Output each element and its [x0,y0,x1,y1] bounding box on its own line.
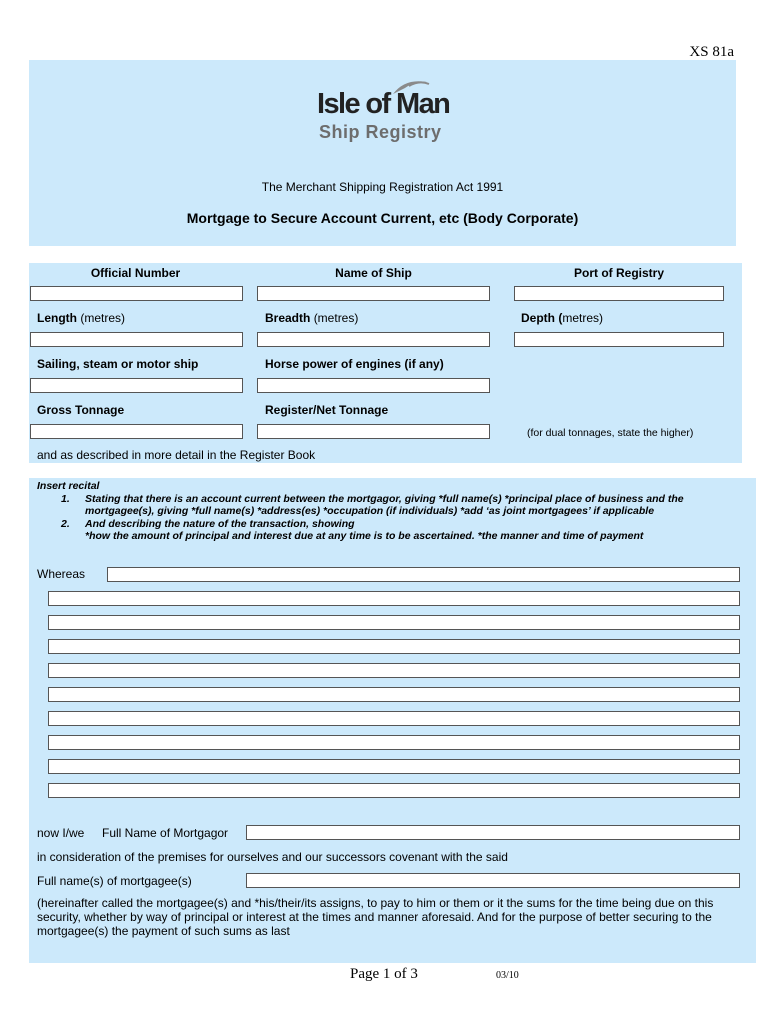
recital-line-4[interactable] [48,663,740,678]
logo-subtitle: Ship Registry [319,122,442,142]
form-number: XS 81a [689,44,734,60]
name-of-ship-label: Name of Ship [335,266,412,280]
recital-heading: Insert recital [37,480,100,492]
sailing-label: Sailing, steam or motor ship [37,357,199,371]
form-date: 03/10 [496,970,519,981]
official-number-label: Official Number [90,266,181,280]
gross-tonnage-field[interactable] [30,424,243,439]
mortgagees-label: Full name(s) of mortgagee(s) [37,874,192,888]
isle-of-man-logo [317,78,477,148]
recital-line-1[interactable] [48,591,740,606]
logo-title: Isle of Man [317,88,450,120]
horsepower-label: Horse power of engines (if any) [265,357,444,371]
breadth-unit: (metres) [313,311,359,325]
mortgagor-label: Full Name of Mortgagor [102,826,229,840]
depth-unit: metres) [562,311,603,325]
recital-line-2[interactable] [48,615,740,630]
mortgagees-field[interactable] [246,873,740,888]
recital-instructions [37,480,727,543]
sailing-field[interactable] [30,378,243,393]
length-unit: (metres) [80,311,126,325]
depth-field[interactable] [514,332,724,347]
whereas-label: Whereas [37,567,86,581]
depth-label: Depth ( [521,311,563,325]
recital-line-6[interactable] [48,711,740,726]
breadth-field[interactable] [257,332,490,347]
now-label: now I/we [37,826,85,840]
header-panel [29,60,736,246]
length-label: Length [37,311,77,325]
name-of-ship-field[interactable] [257,286,490,301]
form-title: Mortgage to Secure Account Current, etc (Body Corporate) [186,210,579,226]
recital-item1-text: Stating that there is an account current between the mortgagor, giving *full name(s) *principal place of business and the mortgagee(s), giving *full name(s) *address(es) *occupation (if individuals) *add ‘as joint mortgagees’ if applicable [85,492,684,517]
recital-item2-text: And describing the nature of the transaction, showing [85,517,355,530]
breadth-label: Breadth [265,311,311,325]
port-of-registry-field[interactable] [514,286,724,301]
recital-item1-number: 1. [61,492,70,505]
recital-line-7[interactable] [48,735,740,750]
port-of-registry-label: Port of Registry [573,266,664,280]
recital-line-5[interactable] [48,687,740,702]
consideration-text: in consideration of the premises for ourselves and our successors covenant with the said [37,850,508,864]
recital-panel [29,478,756,963]
register-tonnage-label: Register/Net Tonnage [265,403,389,417]
act-name: The Merchant Shipping Registration Act 1991 [261,180,504,194]
dual-tonnage-note: (for dual tonnages, state the higher) [527,427,694,439]
recital-item2-detail: *how the amount of principal and interest due at any time is to be ascertained. *the manner and time of payment [85,530,644,542]
ship-details-panel [29,263,742,463]
recital-line-9[interactable] [48,783,740,798]
official-number-field[interactable] [30,286,243,301]
register-book-text: and as described in more detail in the Register Book [37,448,316,462]
length-field[interactable] [30,332,243,347]
register-tonnage-field[interactable] [257,424,490,439]
horsepower-field[interactable] [257,378,490,393]
mortgagor-field[interactable] [246,825,740,840]
page-number: Page 1 of 3 [350,966,418,982]
recital-item2-number: 2. [61,517,70,530]
whereas-field[interactable] [107,567,740,582]
covenant-text: (hereinafter called the mortgagee(s) and *his/their/its assigns, to pay to him or them or it the sums for the time being due on this security, whether by way of principal or interest at the times and manner aforesaid. And for the purpose of better securing to the mortgagee(s) the payment of such sums as last [37,896,714,938]
recital-line-8[interactable] [48,759,740,774]
recital-line-3[interactable] [48,639,740,654]
gross-tonnage-label: Gross Tonnage [37,403,125,417]
